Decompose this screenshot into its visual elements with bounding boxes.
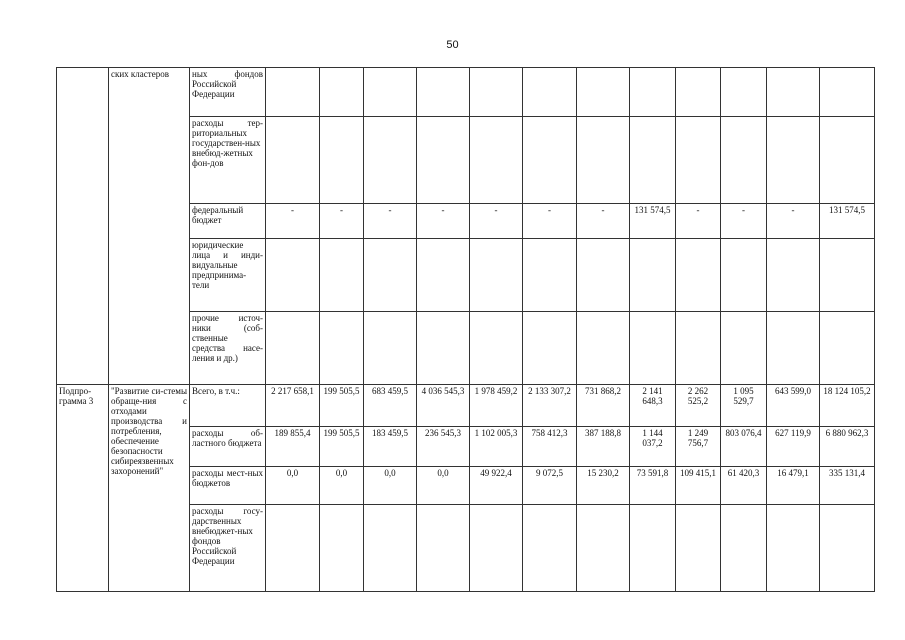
value-cell: 0,0 bbox=[364, 467, 417, 505]
funding-source-cell: юридические лица и инди-видуальные предпринима-тели bbox=[190, 239, 266, 312]
value-cell bbox=[320, 505, 364, 592]
value-cell bbox=[266, 505, 320, 592]
value-cell: 1 978 459,2 bbox=[470, 385, 523, 427]
value-cell bbox=[470, 117, 523, 204]
value-cell bbox=[577, 312, 630, 385]
program-cell bbox=[57, 68, 109, 385]
value-cell bbox=[523, 505, 577, 592]
value-cell: 758 412,3 bbox=[523, 427, 577, 467]
value-cell bbox=[577, 117, 630, 204]
funding-source-cell: расходы мест-ных бюджетов bbox=[190, 467, 266, 505]
program-name-cell: ских кластеров bbox=[109, 68, 190, 385]
value-cell bbox=[364, 117, 417, 204]
value-cell bbox=[470, 312, 523, 385]
funding-source-cell: ных фондов Российской Федерации bbox=[190, 68, 266, 117]
value-cell bbox=[721, 505, 767, 592]
value-cell: - bbox=[676, 204, 721, 239]
value-cell bbox=[721, 239, 767, 312]
value-cell bbox=[417, 312, 470, 385]
value-cell bbox=[266, 68, 320, 117]
value-cell: - bbox=[320, 204, 364, 239]
value-cell bbox=[676, 239, 721, 312]
value-cell: 2 262 525,2 bbox=[676, 385, 721, 427]
page-number: 50 bbox=[446, 39, 459, 51]
value-cell bbox=[320, 117, 364, 204]
value-cell bbox=[523, 312, 577, 385]
value-cell bbox=[767, 239, 820, 312]
value-cell: 15 230,2 bbox=[577, 467, 630, 505]
table-row bbox=[57, 68, 875, 117]
value-cell: 731 868,2 bbox=[577, 385, 630, 427]
value-cell: 2 141 648,3 bbox=[630, 385, 676, 427]
value-cell: 2 133 307,2 bbox=[523, 385, 577, 427]
funding-source-cell: расходы госу-дарственных внебюджет-ных фондов Российской Федерации bbox=[190, 505, 266, 592]
value-cell bbox=[266, 117, 320, 204]
table-row bbox=[57, 385, 875, 427]
value-cell: 131 574,5 bbox=[630, 204, 676, 239]
value-cell bbox=[523, 68, 577, 117]
value-cell: 683 459,5 bbox=[364, 385, 417, 427]
value-cell: 1 102 005,3 bbox=[470, 427, 523, 467]
value-cell: 199 505,5 bbox=[320, 385, 364, 427]
total-cell bbox=[820, 505, 875, 592]
value-cell bbox=[676, 117, 721, 204]
value-cell bbox=[320, 312, 364, 385]
value-cell: 183 459,5 bbox=[364, 427, 417, 467]
value-cell: 49 922,4 bbox=[470, 467, 523, 505]
value-cell: 9 072,5 bbox=[523, 467, 577, 505]
value-cell bbox=[767, 117, 820, 204]
value-cell bbox=[676, 312, 721, 385]
value-cell: 109 415,1 bbox=[676, 467, 721, 505]
value-cell: 16 479,1 bbox=[767, 467, 820, 505]
value-cell: 73 591,8 bbox=[630, 467, 676, 505]
value-cell bbox=[577, 68, 630, 117]
value-cell bbox=[721, 68, 767, 117]
value-cell bbox=[630, 117, 676, 204]
value-cell bbox=[364, 239, 417, 312]
value-cell bbox=[630, 239, 676, 312]
value-cell bbox=[364, 68, 417, 117]
value-cell: 236 545,3 bbox=[417, 427, 470, 467]
funding-source-cell: прочие источ-ники (соб-ственные средства насе-ления и др.) bbox=[190, 312, 266, 385]
value-cell bbox=[470, 505, 523, 592]
program-cell: Подпро-грамма 3 bbox=[57, 385, 109, 592]
value-cell bbox=[417, 117, 470, 204]
total-cell bbox=[820, 239, 875, 312]
value-cell bbox=[767, 312, 820, 385]
budget-table bbox=[56, 67, 875, 592]
value-cell bbox=[266, 239, 320, 312]
funding-source-cell: федеральный бюджет bbox=[190, 204, 266, 239]
value-cell bbox=[630, 505, 676, 592]
value-cell: - bbox=[577, 204, 630, 239]
funding-source-cell: расходы об-ластного бюджета bbox=[190, 427, 266, 467]
value-cell: - bbox=[721, 204, 767, 239]
funding-source-cell: Всего, в т.ч.: bbox=[190, 385, 266, 427]
value-cell bbox=[676, 505, 721, 592]
program-name-cell: "Развитие си-стемы обраще-ния с отходами производства и потребления, обеспечение безопасности сибиреязвенных захоронений" bbox=[109, 385, 190, 592]
value-cell: 189 855,4 bbox=[266, 427, 320, 467]
value-cell: 199 505,5 bbox=[320, 427, 364, 467]
total-cell bbox=[820, 312, 875, 385]
total-cell: 6 880 962,3 bbox=[820, 427, 875, 467]
value-cell: 1 144 037,2 bbox=[630, 427, 676, 467]
value-cell bbox=[417, 68, 470, 117]
total-cell bbox=[820, 68, 875, 117]
value-cell bbox=[364, 312, 417, 385]
value-cell: 1 095 529,7 bbox=[721, 385, 767, 427]
value-cell: - bbox=[364, 204, 417, 239]
value-cell bbox=[320, 239, 364, 312]
value-cell: - bbox=[417, 204, 470, 239]
value-cell bbox=[721, 117, 767, 204]
value-cell: - bbox=[470, 204, 523, 239]
value-cell bbox=[364, 505, 417, 592]
value-cell bbox=[417, 505, 470, 592]
value-cell: 2 217 658,1 bbox=[266, 385, 320, 427]
value-cell bbox=[577, 505, 630, 592]
value-cell bbox=[577, 239, 630, 312]
value-cell bbox=[417, 239, 470, 312]
value-cell bbox=[721, 312, 767, 385]
value-cell: 4 036 545,3 bbox=[417, 385, 470, 427]
total-cell: 335 131,4 bbox=[820, 467, 875, 505]
value-cell: 1 249 756,7 bbox=[676, 427, 721, 467]
value-cell: 0,0 bbox=[266, 467, 320, 505]
value-cell: 387 188,8 bbox=[577, 427, 630, 467]
value-cell bbox=[767, 68, 820, 117]
value-cell: 0,0 bbox=[320, 467, 364, 505]
value-cell bbox=[523, 117, 577, 204]
value-cell bbox=[767, 505, 820, 592]
value-cell bbox=[630, 68, 676, 117]
value-cell: - bbox=[266, 204, 320, 239]
value-cell: 803 076,4 bbox=[721, 427, 767, 467]
value-cell bbox=[630, 312, 676, 385]
value-cell: - bbox=[767, 204, 820, 239]
value-cell: 643 599,0 bbox=[767, 385, 820, 427]
value-cell bbox=[676, 68, 721, 117]
value-cell bbox=[470, 239, 523, 312]
value-cell bbox=[470, 68, 523, 117]
value-cell bbox=[523, 239, 577, 312]
value-cell: 0,0 bbox=[417, 467, 470, 505]
value-cell: 61 420,3 bbox=[721, 467, 767, 505]
total-cell: 131 574,5 bbox=[820, 204, 875, 239]
total-cell bbox=[820, 117, 875, 204]
total-cell: 18 124 105,2 bbox=[820, 385, 875, 427]
value-cell: - bbox=[523, 204, 577, 239]
funding-source-cell: расходы тер-риториальных государствен-ных внебюд-жетных фон-дов bbox=[190, 117, 266, 204]
value-cell: 627 119,9 bbox=[767, 427, 820, 467]
value-cell bbox=[266, 312, 320, 385]
value-cell bbox=[320, 68, 364, 117]
